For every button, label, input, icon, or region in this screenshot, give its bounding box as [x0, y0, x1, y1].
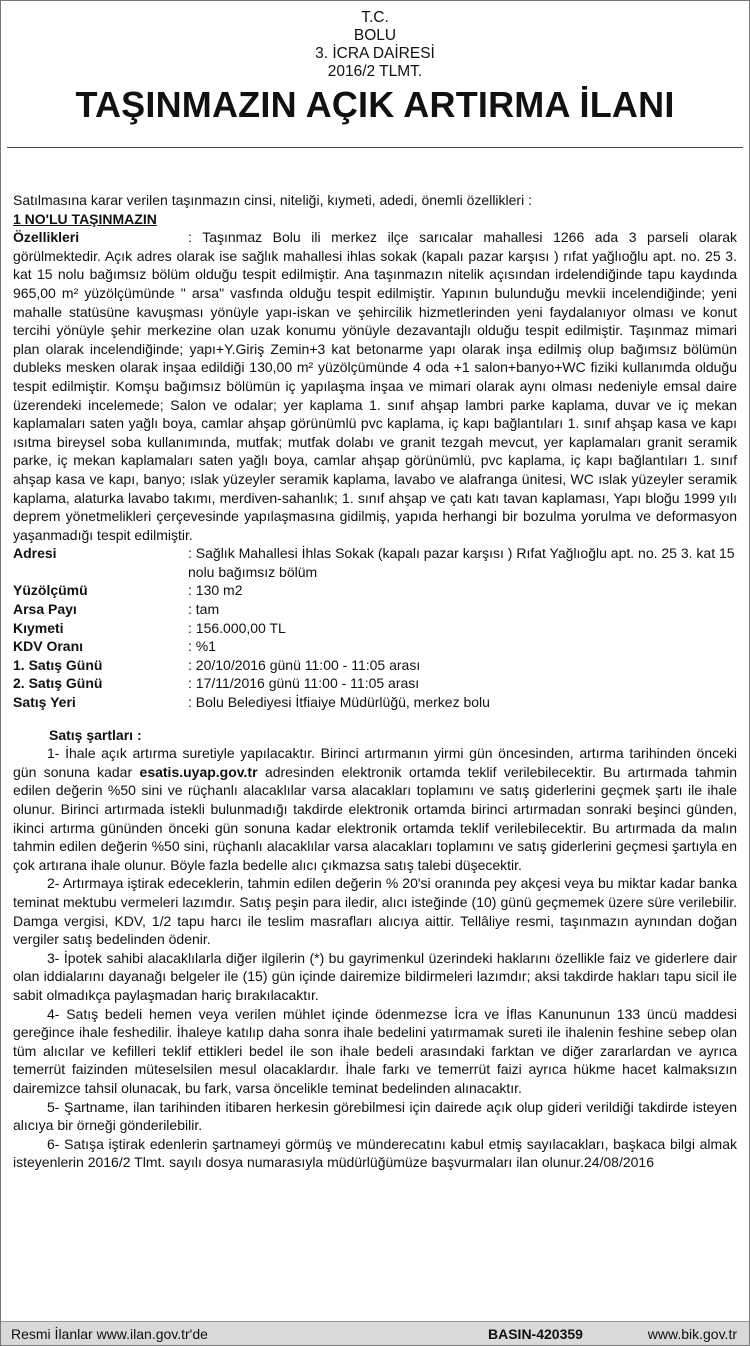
announcement-body	[13, 191, 737, 1172]
intro-text: Satılmasına karar verilen taşınmazın cinsi, niteliği, kıymeti, adedi, önemli özellikleri :	[13, 192, 532, 208]
header	[1, 1, 749, 125]
detail-row	[13, 637, 737, 656]
detail-value: : tam	[188, 601, 220, 618]
term-1-text-start: 1- İhale açık artırma suretiyle yapılacaktır. Birinci artırmanın yirmi gün öncesinden, artırma tarihinden önceki gün sonuna kadar	[13, 745, 737, 780]
detail-row	[13, 619, 737, 638]
terms-heading: Satış şartları :	[49, 726, 142, 743]
header-divider	[7, 147, 743, 148]
detail-row	[13, 581, 737, 600]
footer-ilan-link[interactable]: Resmi İlanlar www.ilan.gov.tr'de	[11, 1326, 208, 1342]
detail-value: : Bolu Belediyesi İtfiaiye Müdürlüğü, merkez bolu	[188, 694, 490, 711]
features-text: : Taşınmaz Bolu ili merkez ilçe sarıcalar mahallesi 1266 ada 3 parseli olarak görülmektedir. Açık adres olarak ise sağlık mahallesi ihlas sokak (kapalı pazar karşısı ) rıfat yağlıoğlu apt. no. 25 3. kat 15 nolu bağımsız bölüm olduğu tespit edilmiştir. Ana taşınmazın nitelik açısından irdelendiğinde tapu kaydında 965,00 m² yüzölçümünde " arsa" vasfında olduğu tespit edilmiştir. Yapının bulunduğu mevkii incelendiğinde; yeni mahalle statüsüne kavuşması yönüyle yapı-iskan ve şehircilik hizmetlerinden yeni faydalanıyor olması ve konut tercihi yönüyle şehir merkezine olan uzak konumu yönüyle dezavantajlı olduğu tespit edilmiştir. Taşınmaz mimari plan olarak incelendiğinde; yapı+Y.Giriş Zemin+3 kat betonarme yapı olarak inşa edilmiş olup bağımsız bölümün dubleks mesken olarak inşaa edildiği 130,00 m² yüzölçümünde 4 oda +1 salon+banyo+WC fiziki kullanımda olduğu tespit edilmiştir. Komşu bağımsız bölümün iç yapılaşma inşaa ve mimari olarak aynı olması nedeniyle emsal daire üzerendeki incelemede; Salon ve odalar; yer kaplama 1. sınıf ahşap lambri parke kaplama, duvar ve iç mekan kaplamaları saten yağlı boya, camlar ahşap görünümlü pvc kaplama, iç kapı bağlantıları 1. sınıf ahşap kasa ve kapı ısıtma bireysel soba kullanımında, mutfak; mutfak dolabı ve granit tezgah mevcut, yer kaplamaları granit seramik parke, iç mekan kaplamaları saten yağlı boya, camlar ahşap görünümlü, pvc kaplama, iç kapı bağlantıları 1. sınıf ahşap kasa ve kapı, banyo; ıslak yüzeyler seramik kaplama, lavabo ve alafranga ünitesi, WC ıslak yüzeyler seramik kaplama, alaturka lavabo takımı, merdiven-sahanlık; 1. sınıf ahşap ve çatı katı tavan kaplaması, Yapı bloğu 1999 yılı deprem yönetmelikleri çerçevesinde yapılaşmasına gidilmiş, yapıda herhangi bir bozulma yorulma ve deformasyon yaşanmadığı tespit edilmiştir.	[13, 229, 737, 543]
term-paragraph-6: 6- Satışa iştirak edenlerin şartnameyi görmüş ve münderecatını kabul etmiş sayılacakları, başkaca bilgi almak isteyenlerin 2016/2 Tlmt. sayılı dosya numarasıyla müdürlüğümüze başvurmaları ilan olunur.24/08/2016	[13, 1135, 737, 1171]
detail-row	[13, 674, 737, 693]
header-line-tc: T.C.	[361, 9, 389, 26]
detail-label: Adresi	[13, 545, 57, 562]
footer-bar	[1, 1321, 749, 1345]
detail-label: Kıymeti	[13, 619, 64, 636]
header-line-office: 3. İCRA DAİRESİ	[315, 45, 435, 62]
term-paragraph-1	[13, 744, 737, 874]
detail-row	[13, 544, 737, 581]
detail-label: KDV Oranı	[13, 638, 84, 655]
header-line-city: BOLU	[353, 27, 397, 44]
term-paragraph-2: 2- Artırmaya iştirak edeceklerin, tahmin edilen değerin % 20'si oranında pey akçesi veya bu miktar kadar banka teminat mektubu vermeleri lazımdır. Satış peşin para iledir, alıcı isteğinde (10) günü geçmemek üzere süre verilebilir. Damga vergisi, KDV, 1/2 tapu harcı ile teslim masrafları alıcıya aittir. Tellâliye resmi, taşınmazın aynından doğan vergiler satış bedelinden ödenir.	[13, 875, 737, 948]
detail-value: : 156.000,00 TL	[188, 619, 286, 636]
detail-value: : 17/11/2016 günü 11:00 - 11:05 arası	[188, 675, 420, 692]
detail-label: Yüzölçümü	[13, 582, 88, 599]
features-paragraph	[13, 228, 737, 544]
property-heading: 1 NO'LU TAŞINMAZIN	[13, 210, 157, 227]
esatis-link[interactable]: esatis.uyap.gov.tr	[139, 763, 258, 780]
detail-label: 1. Satış Günü	[13, 656, 103, 673]
detail-value: : %1	[188, 638, 217, 655]
footer-bik-link[interactable]: www.bik.gov.tr	[647, 1326, 737, 1342]
details-list	[13, 544, 737, 711]
term-paragraph-3: 3- İpotek sahibi alacaklılarla diğer ilgilerin (*) bu gayrimenkul üzerindeki haklarını özellikle faiz ve giderlere dair olan iddialarını dayanağı belgeler ile (15) gün içinde dairemize bildirmeleri lazımdır; aksi takdirde hakları tapu sicil ile sabit olmadıkça paylaşmadan hariç bırakılacaktır.	[13, 949, 737, 1003]
detail-value: : Sağlık Mahallesi İhlas Sokak (kapalı pazar karşısı ) Rıfat Yağlıoğlu apt. no. 25 3. kat 15 nolu bağımsız bölüm	[188, 545, 735, 580]
detail-row	[13, 600, 737, 619]
detail-value: : 130 m2	[188, 582, 243, 599]
detail-label: 2. Satış Günü	[13, 675, 103, 692]
detail-label: Arsa Payı	[13, 601, 77, 618]
detail-value: : 20/10/2016 günü 11:00 - 11:05 arası	[188, 656, 421, 673]
features-label: Özellikleri	[13, 229, 80, 246]
term-1-text-end: adresinden elektronik ortamda teklif verilebilecektir. Bu artırmada tahmin edilen değerin %50 sini ve rüçhanlı alacaklılar varsa alacakları toplamını ve satış giderlerini geçmek şartı ile ihale olunur. Birinci artırmada istekli bulunmadığı takdirde elektronik ortamda birinci artırmadan sonraki beşinci günden, ikinci artırma gününden önceki gün sonuna kadar elektronik ortamda teklif verilebilecektir. Bu artırmada da malın tahmin edilen değerin %50 sini, rüçhanlı alacaklılar varsa alacakları toplamını ve satış giderlerini geçmesi şartıyla en çok artırana ihale olunur. Böyle fazla bedelle alıcı çıkmazsa satış talebi düşecektir.	[13, 763, 737, 873]
detail-row	[13, 693, 737, 712]
term-paragraph-4: 4- Satış bedeli hemen veya verilen mühlet içinde ödenmezse İcra ve İflas Kanununun 133 üncü maddesi gereğince ihale feshedilir. İhaleye katılıp daha sonra ihale bedelini yatırmamak sureti ile ihalenin feshine sebep olan tüm alıcılar ve kefilleri teklif ettikleri bedel ile son ihale bedeli arasındaki farktan ve diğer zararlardan ve ayrıca temerrüt faizinden müteselsilen mesul olacaklardır. İhale farkı ve temerrüt faizi ayrıca hükme hacet kalmaksızın dairemizce tahsil olunacak, bu fark, varsa öncelikle teminat bedelinden alınacaktır.	[13, 1005, 737, 1096]
term-paragraph-5: 5- Şartname, ilan tarihinden itibaren herkesin görebilmesi için dairede açık olup gideri verildiği takdirde isteyen alıcıya bir örneği gönderilebilir.	[13, 1098, 737, 1134]
detail-row	[13, 656, 737, 675]
footer-press-code: BASIN-420359	[488, 1326, 583, 1342]
detail-label: Satış Yeri	[13, 694, 76, 711]
page-title: TAŞINMAZIN AÇIK ARTIRMA İLANI	[75, 84, 675, 125]
header-line-file: 2016/2 TLMT.	[327, 63, 423, 80]
